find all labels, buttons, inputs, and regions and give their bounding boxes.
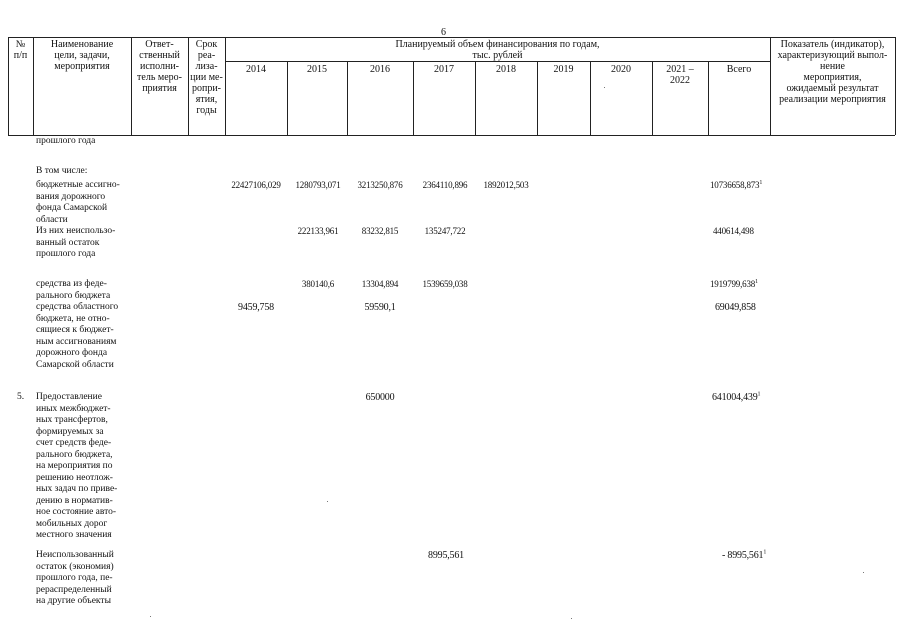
unused-2017: 135247,722 <box>424 226 466 236</box>
budget-alloc-2014: 22427106,029 <box>231 180 281 190</box>
unused-econ-total <box>722 550 766 561</box>
header-funding-title: Планируемый объем финансирования по годам, тыс. рублей <box>395 39 600 61</box>
unused-econ-label: Неиспользованный остаток (экономия) прошлого года, пе- рераспределенный на другие объекты <box>36 550 114 606</box>
scan-speck <box>150 616 151 617</box>
scan-speck <box>571 618 572 619</box>
unused-2016: 83232,815 <box>361 226 399 236</box>
item5-2016: 650000 <box>365 392 395 403</box>
header-year-2014: 2014 <box>246 64 266 75</box>
scan-speck <box>604 87 605 88</box>
footnote-mark: 1 <box>763 549 767 556</box>
federal-label: средства из феде- рального бюджета <box>36 279 111 301</box>
budget-alloc-2016: 3213250,876 <box>357 180 403 190</box>
unused-econ-2017: 8995,561 <box>428 550 464 561</box>
item5-label: Предоставление иных межбюджет- ных трансфертов, формируемых за счет средств феде- рального бюджета, на мероприятия по решению неотлож- ных задач по приве- дению в норматив- ное состояние авто- мобильных дорог местного значения <box>36 392 118 540</box>
header-total: Всего <box>726 64 752 75</box>
header-col-indicator: Показатель (индикатор), характеризующий выпол- нение мероприятия, ожидаемый результат реализации мероприятия <box>777 39 888 105</box>
header-year-2016: 2016 <box>370 64 390 75</box>
budget-alloc-2015: 1280793,071 <box>295 180 341 190</box>
header-year-2020: 2020 <box>611 64 631 75</box>
footnote-mark: 1 <box>759 180 763 186</box>
budget-alloc-2017: 2364110,896 <box>422 180 468 190</box>
regional-2014: 9459,758 <box>238 302 274 313</box>
unused-label: Из них неиспользо- ванный остаток прошлого года <box>36 226 116 259</box>
page-number: 6 <box>441 27 446 38</box>
regional-total: 69049,858 <box>715 302 756 313</box>
item5-total <box>712 392 760 403</box>
unused-2015: 222133,961 <box>297 226 339 236</box>
regional-2016: 59590,1 <box>364 302 396 313</box>
header-year-2019: 2019 <box>553 64 574 75</box>
item5-number: 5. <box>17 392 25 402</box>
footnote-mark: 1 <box>755 279 758 285</box>
federal-2016: 13304,894 <box>361 279 399 289</box>
item5-total-value: 641004,439 <box>712 392 758 403</box>
carry-prev-text: прошлого года <box>36 136 96 146</box>
scan-speck <box>863 572 864 573</box>
regional-label: средства областного бюджета, не отно- сящиеся к бюджет- ным ассигнованиям дорожного фонда Самарской области <box>36 302 119 370</box>
header-col-number: № п/п <box>13 39 28 61</box>
including-label: В том числе: <box>36 166 88 176</box>
federal-2015: 380140,6 <box>301 279 335 289</box>
header-col-executor: Ответ- ственный исполни- тель меро- приятия <box>137 39 182 94</box>
federal-total-value: 1919799,638 <box>710 279 756 289</box>
header-top-border <box>8 37 895 38</box>
header-bottom-border <box>8 135 895 136</box>
budget-alloc-2018: 1892012,503 <box>483 180 529 190</box>
col-divider <box>895 37 896 135</box>
budget-alloc-total-value: 10736658,873 <box>710 180 760 190</box>
scan-speck <box>327 501 328 502</box>
header-year-2021-2022: 2021 – 2022 <box>666 64 694 86</box>
federal-total <box>710 279 758 290</box>
unused-econ-total-value: - 8995,561 <box>722 550 764 561</box>
budget-alloc-total <box>710 180 762 191</box>
header-col-name: Наименование цели, задачи, мероприятия <box>50 39 114 72</box>
budget-alloc-label: бюджетные ассигно- вания дорожного фонда Самарской области <box>36 180 120 225</box>
unused-total: 440614,498 <box>713 226 754 236</box>
header-year-2015: 2015 <box>307 64 327 75</box>
header-year-2018: 2018 <box>496 64 516 75</box>
header-col-term: Срок реа- лиза- ции ме- ропри- ятия, годы <box>190 39 223 116</box>
header-year-2017: 2017 <box>434 64 454 75</box>
years-row-border <box>225 61 770 62</box>
footnote-mark: 1 <box>757 391 761 398</box>
federal-2017: 1539659,038 <box>422 279 468 289</box>
